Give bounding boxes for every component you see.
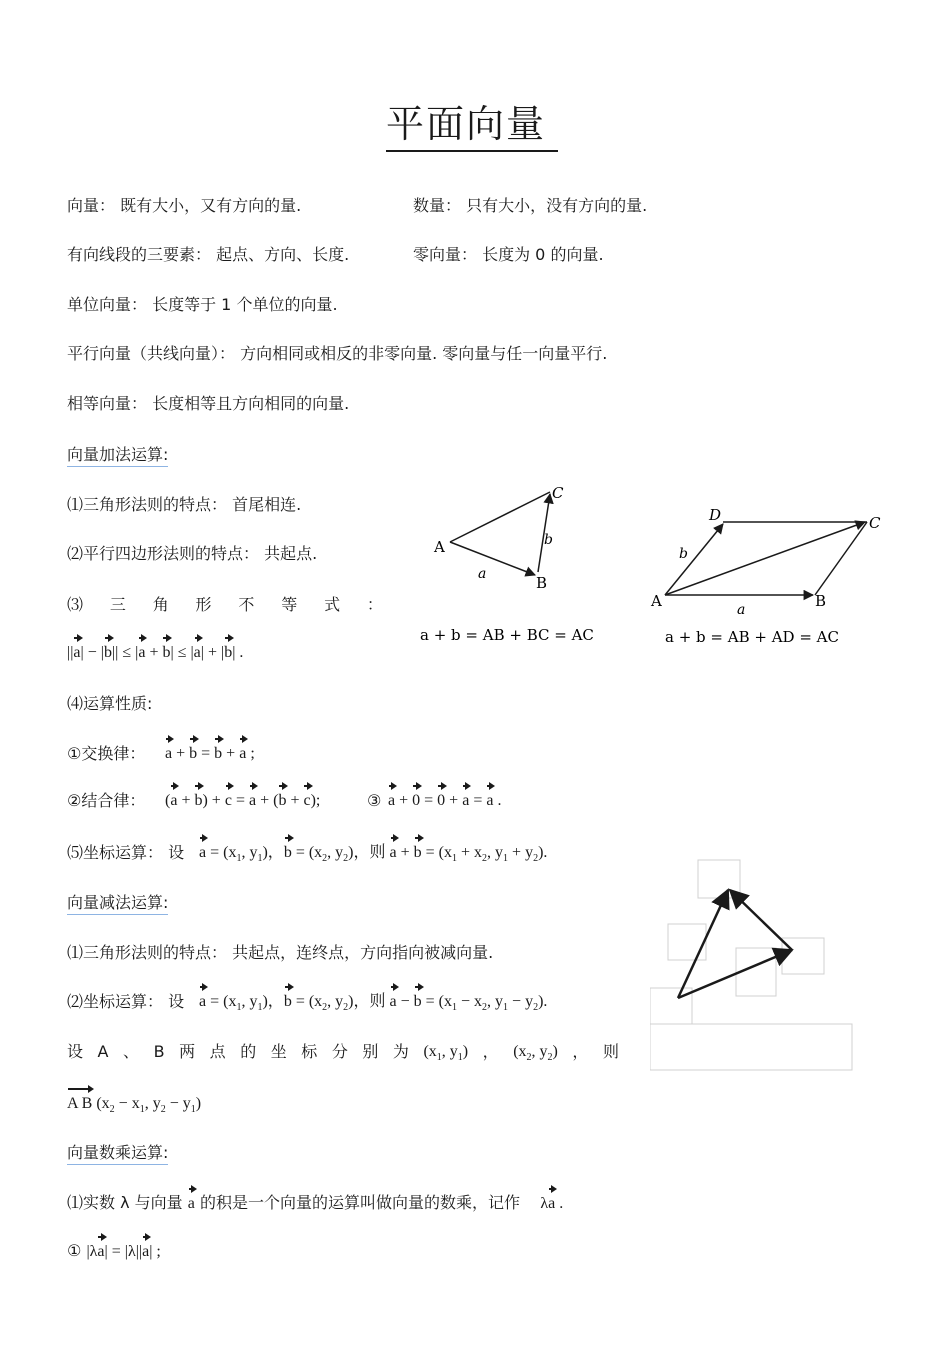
addition-rule-triangle: ⑴三角形法则的特点： 首尾相连. bbox=[67, 495, 302, 514]
addition-coord-label: ⑸坐标运算： 设 bbox=[67, 843, 185, 862]
commutative-formula: a + b = b + a ; bbox=[165, 745, 255, 762]
point-coords-sentence: 设 A 、 B 两 点 的 坐 标 分 别 为 ($x_1$, $y_1$) ， ($x_2$, $y_2$) ， 则 bbox=[67, 1042, 619, 1064]
addition-heading: 向量加法运算: bbox=[67, 445, 168, 467]
para-label-c-point: C bbox=[869, 514, 881, 532]
subtraction-coord-label: ⑵坐标运算： 设 bbox=[67, 992, 185, 1011]
page-title: 平面向量 bbox=[386, 100, 558, 152]
para-label-a-point: A bbox=[651, 592, 662, 610]
zero-property-label: ③ bbox=[367, 791, 382, 810]
para-label-b-point: B bbox=[815, 592, 827, 610]
addition-coord-formula: $a = (x_1$, $y_1$)，$b = (x_2$, $y_2$)，则 $a + b = (x_1 + x_2$, $y_1 + y_2$). bbox=[199, 844, 548, 865]
associative-label: ②结合律： bbox=[67, 791, 146, 810]
para-label-d-point: D bbox=[709, 506, 722, 524]
tri-label-b-point: B bbox=[536, 574, 548, 592]
scalar-mult-definition: ⑴实数 λ 与向量 a 的积是一个向量的运算叫做向量的数乘，记作 λa . bbox=[67, 1193, 564, 1212]
tri-label-vec-a: a bbox=[478, 566, 487, 582]
para-label-vec-a: a bbox=[737, 602, 746, 618]
para-label-vec-b: b bbox=[679, 546, 688, 562]
def-scalar: 数量： 只有大小，没有方向的量. bbox=[413, 196, 648, 215]
tri-formula: a + b = AB + BC = AC bbox=[420, 626, 594, 644]
def-zero-vector: 零向量： 长度为 0 的向量. bbox=[413, 245, 604, 264]
scalar-mult-item1: ① |λa| = |λ||a| ; bbox=[67, 1241, 161, 1260]
tri-label-c-point: C bbox=[552, 484, 564, 502]
def-segment: 有向线段的三要素： 起点、方向、长度. bbox=[67, 245, 350, 264]
scalar-mult-heading: 向量数乘运算: bbox=[67, 1143, 168, 1165]
parallelogram-rule-figure bbox=[645, 500, 890, 660]
subtraction-rule-triangle: ⑴三角形法则的特点： 共起点，连终点，方向指向被减向量. bbox=[67, 943, 494, 962]
para-formula: a + b = AB + AD = AC bbox=[665, 628, 839, 646]
triangle-rule-figure bbox=[420, 480, 620, 660]
def-equal-vector: 相等向量： 长度相等且方向相同的向量. bbox=[67, 394, 350, 413]
def-unit-vector: 单位向量： 长度等于 1 个单位的向量. bbox=[67, 295, 338, 314]
addition-rule-inequality-label: ⑶ 三 角 形 不 等 式 ： bbox=[67, 595, 383, 614]
associative-formula: (a + b) + c = a + (b + c); bbox=[165, 792, 321, 809]
def-parallel-vector: 平行向量（共线向量）： 方向相同或相反的非零向量. 零向量与任一向量平行. bbox=[67, 344, 608, 363]
def-vector: 向量： 既有大小，又有方向的量. bbox=[67, 196, 302, 215]
tri-label-vec-b: b bbox=[544, 532, 553, 548]
triangle-inequality-formula: ||a| − |b|| ≤ |a + b| ≤ |a| + |b| . bbox=[67, 644, 244, 661]
subtraction-coord-formula: $a = (x_1$, $y_1$)，$b = (x_2$, $y_2$)，则 $a - b = (x_1 - x_2$, $y_1 - y_2$). bbox=[199, 993, 548, 1014]
addition-rule-parallelogram: ⑵平行四边形法则的特点： 共起点. bbox=[67, 544, 318, 563]
tri-label-a-point: A bbox=[434, 538, 445, 556]
operation-properties-label: ⑷运算性质: bbox=[67, 694, 153, 713]
subtraction-heading: 向量减法运算: bbox=[67, 893, 168, 915]
ab-vector-formula: A B ($x_2 - x_1$, $y_2 - y_1$) bbox=[67, 1095, 202, 1116]
zero-property-formula: a + 0 = 0 + a = a . bbox=[388, 792, 502, 809]
commutative-label: ①交换律： bbox=[67, 744, 146, 763]
subtraction-triangle-figure bbox=[650, 858, 855, 1073]
